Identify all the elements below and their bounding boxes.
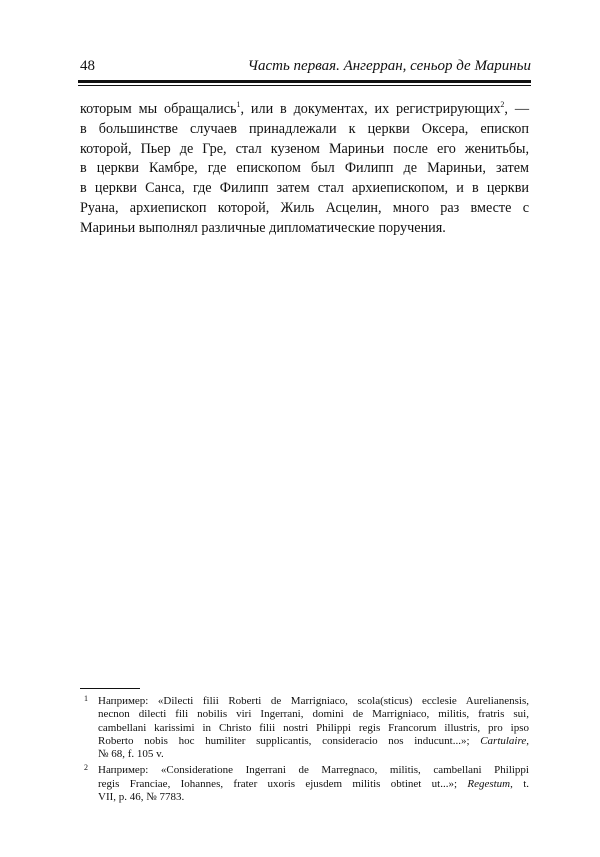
body-paragraph [80, 100, 529, 239]
page-number: 48 [80, 58, 95, 74]
body-line: в церкви Санса, где Филипп затем стал архиепископом, и в церкви [80, 180, 529, 197]
footnote-ref: 2 [500, 100, 505, 109]
footnote-line: Например: «Considerationе Ingerrani de Marregnaco, militis, cambellani Philippi [98, 764, 529, 777]
body-line [80, 100, 529, 120]
body-line: в большинстве случаев принадлежали к церкви Оксера, епископ [80, 120, 529, 137]
footnote-line: cambellani karissimi in Christo filii nostri Philippi regis Francorum illustris, pro ipso [98, 721, 529, 734]
footnote-mark: 1 [84, 694, 88, 703]
body-line: которой, Пьер де Гре, стал кузеном Мариньи после его женитьбы, [80, 140, 529, 157]
body-line: в церкви Камбре, где епископом был Филипп де Мариньи, затем [80, 160, 529, 177]
footnote-line: necnon dilecti fili nobilis viri Ingerrani, domini de Marrigniaco, militis, fratris sui, [98, 708, 529, 721]
footnote-line: VII, p. 46, № 7783. [98, 791, 185, 804]
footnote-ref: 1 [236, 100, 241, 109]
header-rule-thick [78, 80, 531, 83]
body-text-fragment: , — [504, 101, 530, 117]
footnote-line: № 68, f. 105 v. [98, 748, 164, 761]
source-title: Regestum [467, 777, 511, 790]
footnotes [84, 694, 530, 807]
header-rule-thin [78, 85, 531, 86]
footnote-line [98, 735, 529, 748]
body-line: Мариньи выполнял различные дипломатические поручения. [80, 219, 446, 236]
source-title: Cartulaire [480, 734, 527, 747]
footnote-2 [84, 763, 530, 804]
page-header [78, 58, 531, 80]
footnote-line [98, 778, 529, 791]
body-text-fragment: которым мы обращались [80, 101, 237, 117]
body-line: Руана, архиепископ которой, Жиль Асцелин, много раз вместе с [80, 199, 529, 216]
footnote-separator [80, 688, 140, 689]
body-text-fragment: , или в документах, их регистрирующих [240, 101, 501, 117]
footnote-text-fragment: Roberto nobis hoc humiliter supplicantis, consideracio nos inducunt...»; [98, 734, 470, 747]
footnote-line: Например: «Dilecti filii Roberti de Marrigniaco, scola(sticus) ecclesie Aurelianensis, [98, 695, 529, 707]
footnote-text-fragment: , [526, 734, 529, 747]
footnote-mark: 2 [84, 763, 88, 773]
footnote-text-fragment: regis Franciae, Iohannes, frater uxoris ejusdem militis obtinet ut...»; [98, 777, 458, 790]
footnote-1 [84, 694, 529, 761]
footnote-text-fragment: , t. [510, 777, 530, 790]
running-title: Часть первая. Ангерран, сеньор де Мариньи [247, 58, 531, 74]
